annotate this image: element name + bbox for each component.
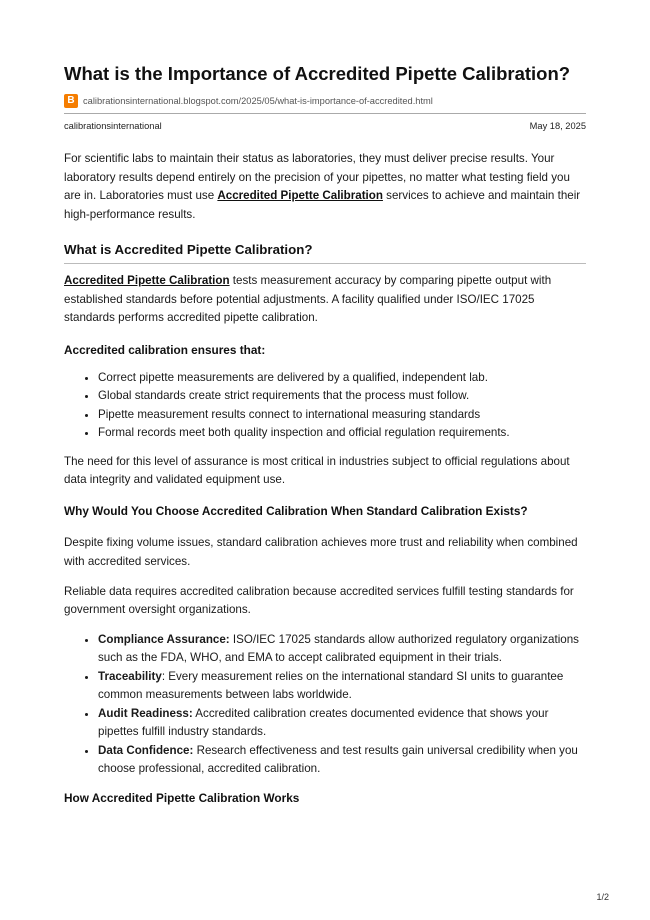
accredited-calibration-link[interactable]: Accredited Pipette Calibration (217, 189, 383, 202)
list-item: • Formal records meet both quality inspection and official regulation requirements. (98, 424, 586, 443)
benefit-item (98, 631, 586, 668)
publish-date: May 18, 2025 (529, 121, 586, 131)
benefit-term: Compliance Assurance: (98, 632, 230, 646)
section-heading-why: Why Would You Choose Accredited Calibration When Standard Calibration Exists? (64, 503, 528, 518)
ensures-heading: Accredited calibration ensures that: (64, 342, 266, 357)
blogger-icon: B (64, 94, 78, 108)
meta-row (64, 121, 586, 131)
despite-paragraph: Despite fixing volume issues, standard calibration achieves more trust and reliability when combined with accredited services. (64, 535, 578, 568)
source-url[interactable]: calibrationsinternational.blogspot.com/2025/05/what-is-importance-of-accredited.html (83, 96, 433, 106)
article (64, 62, 586, 807)
definition-paragraph (64, 272, 586, 328)
benefit-item (98, 668, 586, 705)
definition-text: tests measurement accuracy by comparing pipette output with established standards before potential adjustments. A facility qualified under ISO/IEC 17025 standards performs accredited pipette calibration. (64, 274, 552, 324)
benefit-term: Traceability (98, 669, 162, 683)
reliable-paragraph: Reliable data requires accredited calibration because accredited services fulfill testing standards for government oversight organizations. (64, 584, 574, 616)
intro-text-end: services to achieve and maintain their high-performance results. (64, 189, 581, 221)
benefits-list (64, 631, 586, 779)
accredited-calibration-link-2[interactable]: Accredited Pipette Calibration (64, 274, 230, 287)
intro-paragraph (64, 150, 586, 224)
title-divider (64, 113, 586, 114)
list-item: • Pipette measurement results connect to international measuring standards (98, 406, 586, 425)
article-title: What is the Importance of Accredited Pipette Calibration? (64, 63, 571, 84)
page-number: 1/2 (596, 892, 609, 902)
benefit-text: Accredited calibration creates documented evidence that shows your pipettes fulfill industry standards. (98, 706, 549, 738)
ensures-list (64, 369, 586, 443)
benefit-term: Audit Readiness: (98, 706, 193, 720)
benefit-text: Research effectiveness and test results gain universal credibility when you choose professional, accredited calibration. (98, 743, 578, 775)
list-item: • Correct pipette measurements are delivered by a qualified, independent lab. (98, 369, 586, 388)
intro-text: For scientific labs to maintain their status as laboratories, they must deliver precise results. Your laboratory results depend entirely on the precision of your pipettes, no matter what testing field you are in. Laboratories must use (64, 152, 570, 202)
benefit-item (98, 705, 586, 742)
benefit-item (98, 742, 586, 779)
assurance-paragraph: The need for this level of assurance is most critical in industries subject to official regulations about data integrity and validated equipment use. (64, 454, 570, 486)
list-item: • Global standards create strict requirements that the process must follow. (98, 387, 586, 406)
section-divider (64, 263, 586, 264)
benefit-term: Data Confidence: (98, 743, 194, 757)
benefit-text: ISO/IEC 17025 standards allow authorized regulatory organizations such as the FDA, WHO, and EMA to accept calibrated equipment in their trials. (98, 632, 579, 664)
section-heading-how: How Accredited Pipette Calibration Works (64, 790, 300, 805)
source-row (64, 92, 586, 110)
author: calibrationsinternational (64, 121, 162, 131)
benefit-text: : Every measurement relies on the international standard SI units to guarantee common measurements between labs worldwide. (98, 669, 564, 701)
section-heading-what-is: What is Accredited Pipette Calibration? (64, 242, 313, 257)
